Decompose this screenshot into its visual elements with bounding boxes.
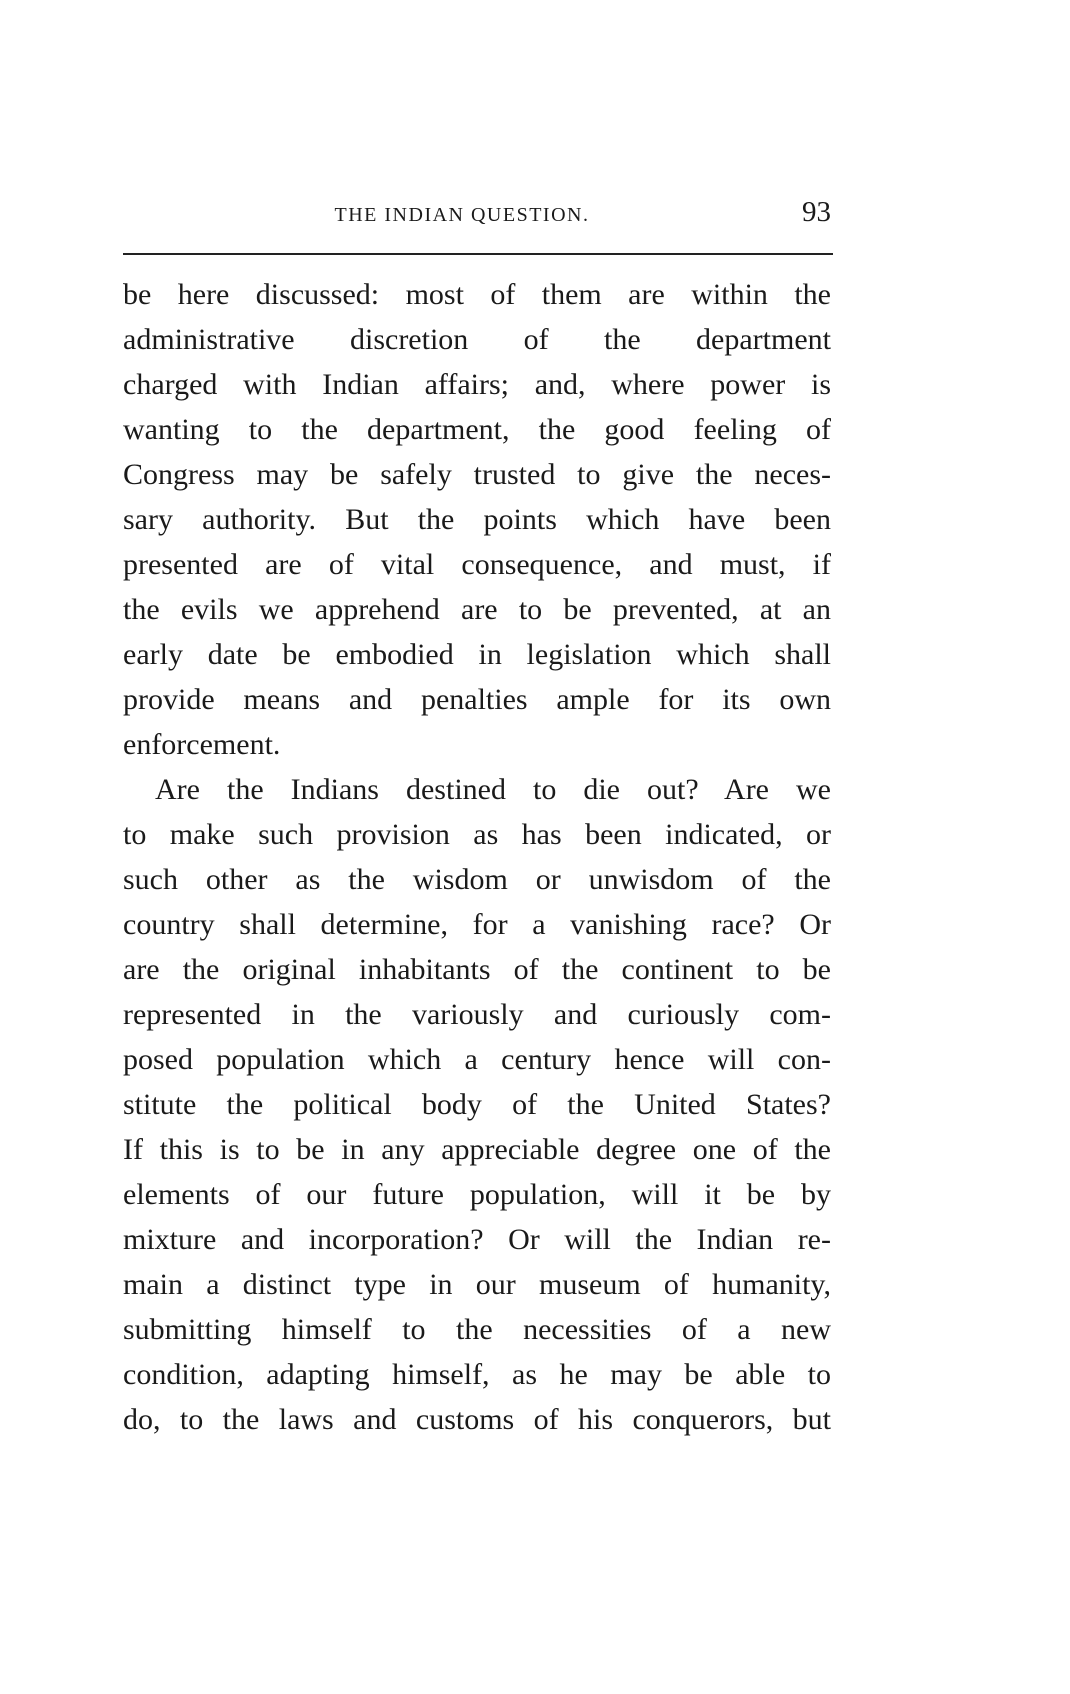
text-line: Congress may be safely trusted to give the neces-	[123, 458, 831, 491]
text-line: the evils we apprehend are to be prevented, at an	[123, 593, 831, 626]
text-line: posed population which a century hence will con-	[123, 1043, 831, 1076]
text-line: main a distinct type in our museum of humanity,	[123, 1268, 831, 1301]
text-line: are the original inhabitants of the continent to be	[123, 953, 831, 986]
text-line: Are the Indians destined to die out? Are we	[155, 773, 831, 806]
paragraph	[123, 767, 831, 1442]
paragraph	[123, 272, 831, 767]
text-line: mixture and incorporation? Or will the Indian re-	[123, 1223, 831, 1256]
running-title: THE INDIAN QUESTION.	[334, 204, 590, 226]
text-line: wanting to the department, the good feeling of	[123, 413, 831, 446]
text-line: country shall determine, for a vanishing race? Or	[123, 908, 831, 941]
text-line: stitute the political body of the United States?	[123, 1088, 831, 1121]
text-line: enforcement.	[123, 728, 281, 761]
text-line: be here discussed: most of them are within the	[123, 278, 831, 311]
text-line: submitting himself to the necessities of a new	[123, 1313, 831, 1346]
text-line: administrative discretion of the department	[123, 323, 831, 356]
body-text	[123, 272, 831, 1442]
text-line: presented are of vital consequence, and must, if	[123, 548, 831, 581]
text-line: If this is to be in any appreciable degree one of the	[123, 1133, 831, 1166]
page-number: 93	[802, 196, 831, 228]
text-line: provide means and penalties ample for its own	[123, 683, 831, 716]
text-line: represented in the variously and curiously com-	[123, 998, 831, 1031]
text-line: do, to the laws and customs of his conquerors, but	[123, 1403, 831, 1436]
header-rule	[123, 253, 833, 255]
text-line: to make such provision as has been indicated, or	[123, 818, 831, 851]
page-header	[123, 196, 831, 232]
text-line: such other as the wisdom or unwisdom of the	[123, 863, 831, 896]
text-line: sary authority. But the points which have been	[123, 503, 831, 536]
text-line: elements of our future population, will it be by	[123, 1178, 831, 1211]
text-line: condition, adapting himself, as he may be able to	[123, 1358, 831, 1391]
text-line: early date be embodied in legislation which shall	[123, 638, 831, 671]
text-line: charged with Indian affairs; and, where power is	[123, 368, 831, 401]
